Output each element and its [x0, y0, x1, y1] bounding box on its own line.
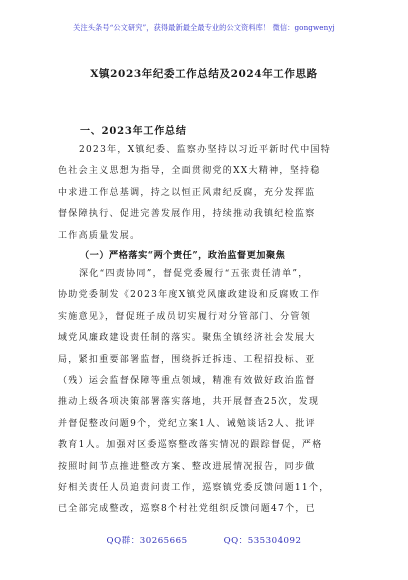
footer-contact — [0, 534, 408, 546]
paragraph-line: 实施意见》，督促班子成员切实履行对分管部门、分管领 — [58, 311, 312, 322]
paragraph-line: 色社会主义思想为指导，全面贯彻党的XX大精神，坚持稳 — [58, 166, 321, 177]
document-title: X镇2023年纪委工作总结及2024年工作思路 — [90, 68, 318, 80]
paragraph-line: 深化“四责协同”，督促党委履行“五张责任清单”， — [79, 269, 309, 279]
paragraph-line: 中求进工作总基调，持之以恒正风肃纪反腐，充分发挥监 — [58, 187, 316, 198]
paragraph-line: 域党风廉政建设责任制的落实。聚焦全镇经济社会发展大 — [58, 333, 316, 344]
paragraph-line: 工作高质量发展。 — [58, 230, 141, 241]
paragraph-line: 已全部完成整改，巡察8个村社党组织反馈问题47个，已 — [58, 504, 316, 515]
paragraph-line: 推动上级各项决策部署落实落地，共开展督查25次，发现 — [58, 397, 320, 408]
paragraph-line: 2023年，X镇纪委、监察办坚持以习近平新时代中国特 — [79, 145, 332, 155]
header-notice: 关注头条号“公文研究”，获得最新最全最专业的公文资料库！ 微信：gongwenyj — [73, 23, 335, 32]
paragraph-line: 督保障执行、促进完善发展作用，持续推动我镇纪检监察 — [58, 209, 316, 220]
section-heading: 一、2023年工作总结 — [80, 126, 187, 137]
paragraph-line: 教育1人。加强对区委巡察整改落实情况的跟踪督促，严格 — [58, 440, 323, 451]
paragraph-line: 按照时间节点推进整改方案、整改进展情况报告，同步做 — [58, 461, 316, 472]
paragraph-line: （残）运会监督保障等重点领域，精准有效做好政治监督 — [58, 376, 316, 387]
paragraph-intro — [58, 140, 354, 247]
paragraph-line: 协助党委制发《2023年度X镇党风廉政建设和反腐败工作 — [58, 290, 321, 301]
subsection-heading: （一）严格落实“两个责任”，政治监督更加聚焦 — [80, 250, 286, 261]
paragraph-body — [58, 264, 354, 521]
qq-group-number: QQ群：30265665 — [106, 536, 188, 546]
paragraph-line: 好相关责任人员追责问责工作，巡察镇党委反馈问题11个， — [58, 483, 330, 494]
qq-number: QQ：535304092 — [223, 536, 302, 546]
paragraph-line: 并督促整改问题9个，党纪立案1人、诫勉谈话2人、批评 — [58, 418, 316, 429]
paragraph-line: 局，紧扣重要部署监督，围绕拆迁拆违、工程招投标、亚 — [58, 354, 316, 365]
